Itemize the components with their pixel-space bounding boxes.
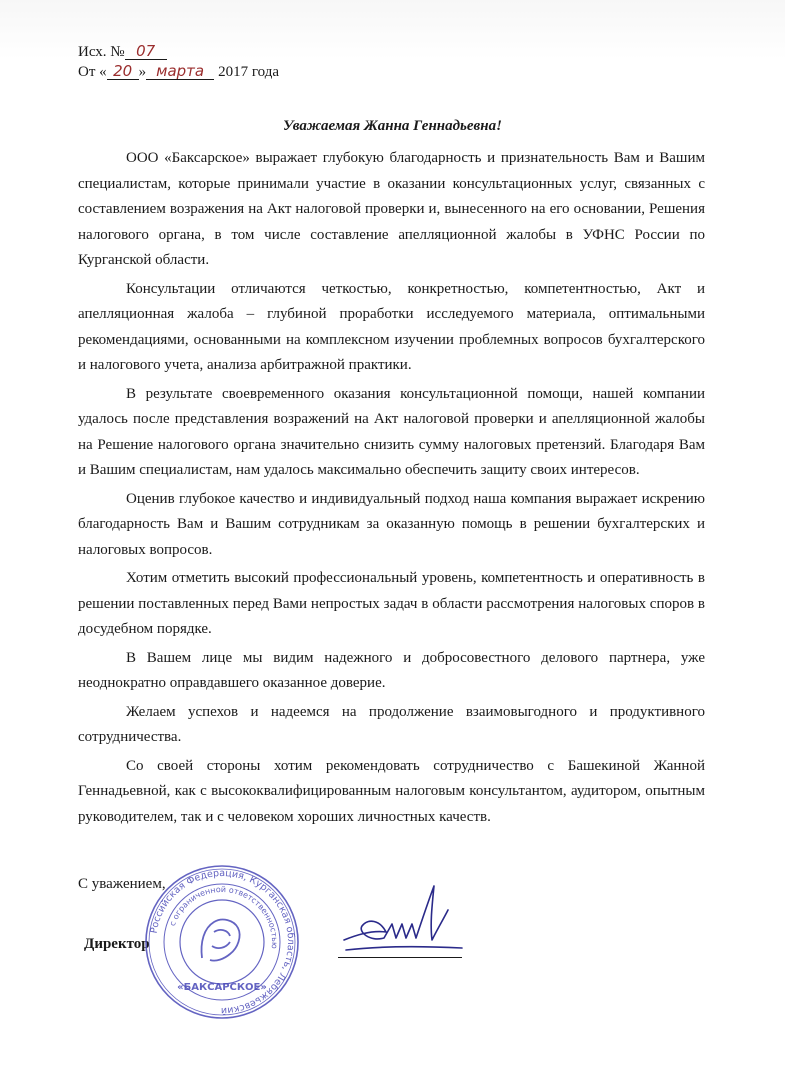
- date-month: марта: [146, 64, 214, 80]
- outgoing-number-value: 07: [125, 44, 167, 60]
- body-paragraph: В Вашем лице мы видим надежного и добросовестного делового партнера, уже неоднократно оправдавшего оказанное доверие.: [78, 649, 705, 691]
- stamp-inner-text: с ограниченной ответственностью: [167, 884, 280, 950]
- body-paragraph: ООО «Баксарское» выражает глубокую благодарность и признательность Вам и Вашим специалистам, которые принимали участие в оказании консультационных услуг, связанных с составлением возражения на Акт налоговой проверки и, вынесенного на его основании, Решения налогового органа, в том числе составление апелляционной жалобы в УФНС России по Курганской области.: [78, 150, 705, 268]
- stamp-outer-text: Российская Федерация, Курганская область, Лебяжьевский: [148, 867, 297, 1017]
- letter-body: [78, 146, 705, 833]
- stamp-company-name: «БАКСАРСКОЕ»: [177, 982, 267, 993]
- letter-date-line: [78, 62, 279, 82]
- letter-greeting: Уважаемая Жанна Геннадьевна!: [283, 118, 502, 134]
- letter-header: [78, 42, 279, 82]
- stamp-emblem-icon: [202, 920, 240, 961]
- closing-phrase: С уважением,: [78, 876, 166, 892]
- company-stamp: [142, 862, 302, 1022]
- stamp-inner-ring: [180, 900, 264, 984]
- date-prefix: От «: [78, 64, 107, 80]
- date-quote-close: »: [138, 64, 147, 80]
- body-paragraph: Хотим отметить высокий профессиональный уровень, компетентность и оперативность в решении поставленных перед Вами непростых задач в области рассмотрения налоговых споров в досудебном порядке.: [78, 570, 705, 637]
- body-paragraph: Желаем успехов и надеемся на продолжение взаимовыгодного и продуктивного сотрудничества.: [78, 703, 705, 745]
- date-day: 20: [107, 64, 139, 80]
- signer-title: Директор: [84, 936, 150, 952]
- date-year: 2017 года: [218, 64, 280, 80]
- outgoing-number-label: Исх. №: [78, 44, 125, 60]
- body-paragraph: В результате своевременного оказания консультационной помощи, нашей компании удалось после представления возражений на Акт налоговой проверки и апелляционной жалобы на Решение налогового органа значительно снизить сумму налоговых претензий. Благодаря Вам и Вашим специалистам, нам удалось максимально обеспечить защиту своих интересов.: [78, 385, 705, 478]
- handwritten-signature: [340, 880, 470, 960]
- outgoing-number-line: [78, 42, 279, 62]
- body-paragraph: Консультации отличаются четкостью, конкретностью, компетентностью, Акт и апелляционная жалоба – глубиной проработки исследуемого материала, оптимальными рекомендациями, основанными на комплексном изучении проблемных вопросов бухгалтерского и налогового учета, анализа арбитражной практики.: [78, 280, 705, 373]
- body-paragraph: Оценив глубокое качество и индивидуальный подход наша компания выражает искрению благодарность Вам и Вашим сотрудникам за оказанную помощь в решении бухгалтерских и налоговых вопросов.: [78, 490, 705, 558]
- body-paragraph: Со своей стороны хотим рекомендовать сотрудничество с Башекиной Жанной Геннадьевной, как с высококвалифицированным налоговым консультантом, аудитором, опытным руководителем, так и с человеком хороших личностных качеств.: [78, 757, 705, 825]
